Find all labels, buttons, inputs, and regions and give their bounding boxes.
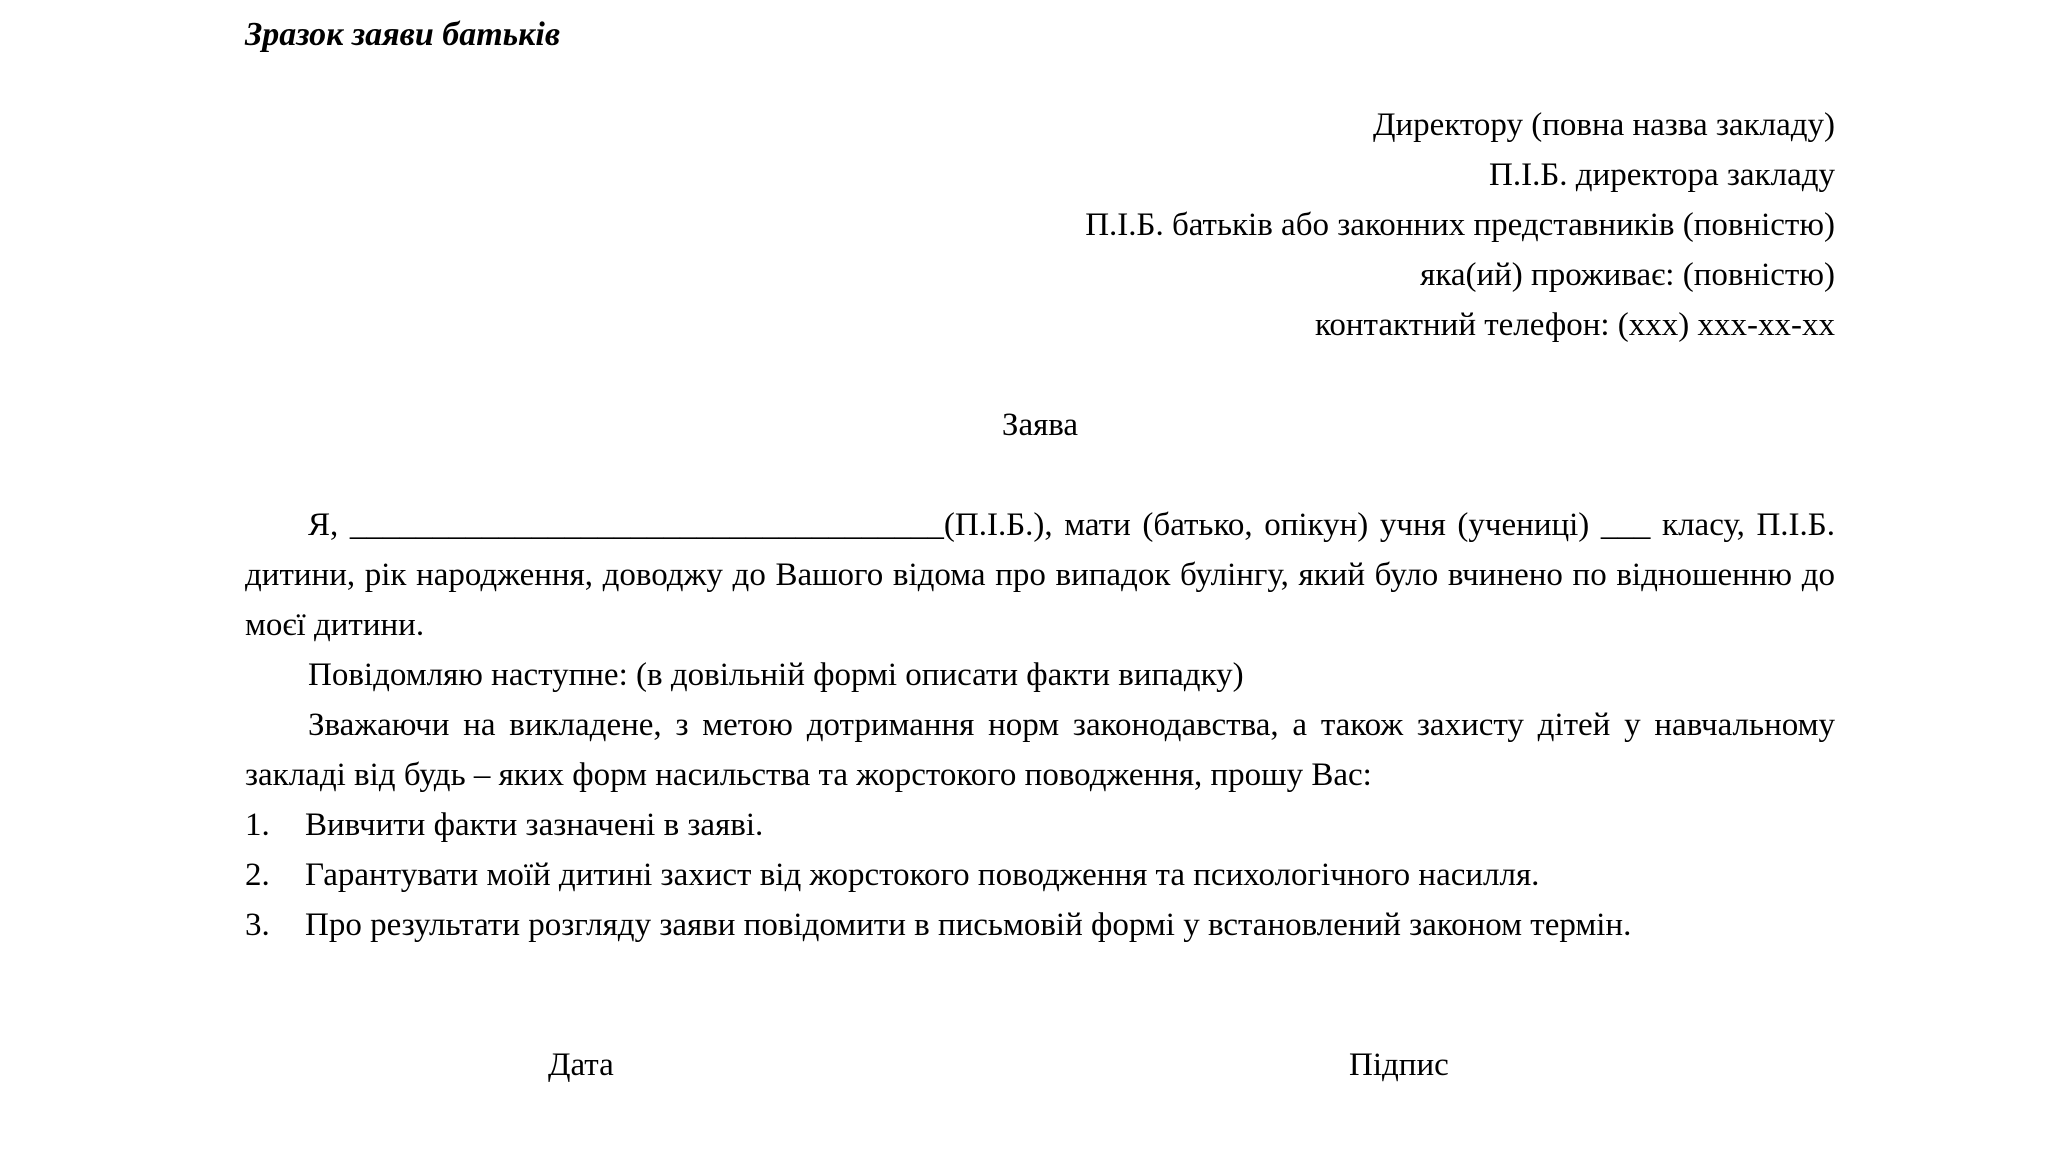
addressee-line-phone: контактний телефон: (xxx) xxx-xx-xx: [1315, 307, 1835, 343]
body-paragraph-request: Зважаючи на викладене, з метою дотримання норм законодавства, а також захисту дітей у навчальному закладі від будь – яких форм насильства та жорстокого поводження, прошу Вас:: [245, 707, 1835, 793]
addressee-block: [245, 100, 1835, 350]
addressee-line-director: Директору (повна назва закладу): [1373, 107, 1835, 143]
statement-heading: Заява: [1001, 407, 1079, 443]
signature-row: [245, 1040, 1835, 1090]
addressee-line-parents-name: П.І.Б. батьків або законних представників (повністю): [1085, 207, 1835, 243]
body-paragraph-report: Повідомляю наступне: (в довільній формі описати факти випадку): [308, 657, 1244, 693]
list-item-3: Про результати розгляду заяви повідомити в письмовій формі у встановлений законом термін.: [305, 907, 1632, 943]
list-item-2: Гарантувати моїй дитині захист від жорстокого поводження та психологічного насилля.: [305, 857, 1540, 893]
document-title: Зразок заяви батьків: [245, 16, 561, 53]
body-paragraph-intro: Я, ____________________________________(П.І.Б.), мати (батько, опікун) учня (учениці) ___ класу, П.І.Б. дитини, рік народження, доводжу до Вашого відома про випадок булінгу, який було вчинено по відношенню до моєї дитини.: [245, 507, 1835, 643]
addressee-line-director-name: П.І.Б. директора закладу: [1489, 157, 1835, 193]
signature-label: Підпис: [1349, 1047, 1449, 1083]
request-list: [245, 800, 1835, 950]
date-label: Дата: [548, 1047, 614, 1083]
addressee-line-address: яка(ий) проживає: (повністю): [1420, 257, 1835, 293]
list-item-1: Вивчити факти зазначені в заяві.: [305, 807, 764, 843]
